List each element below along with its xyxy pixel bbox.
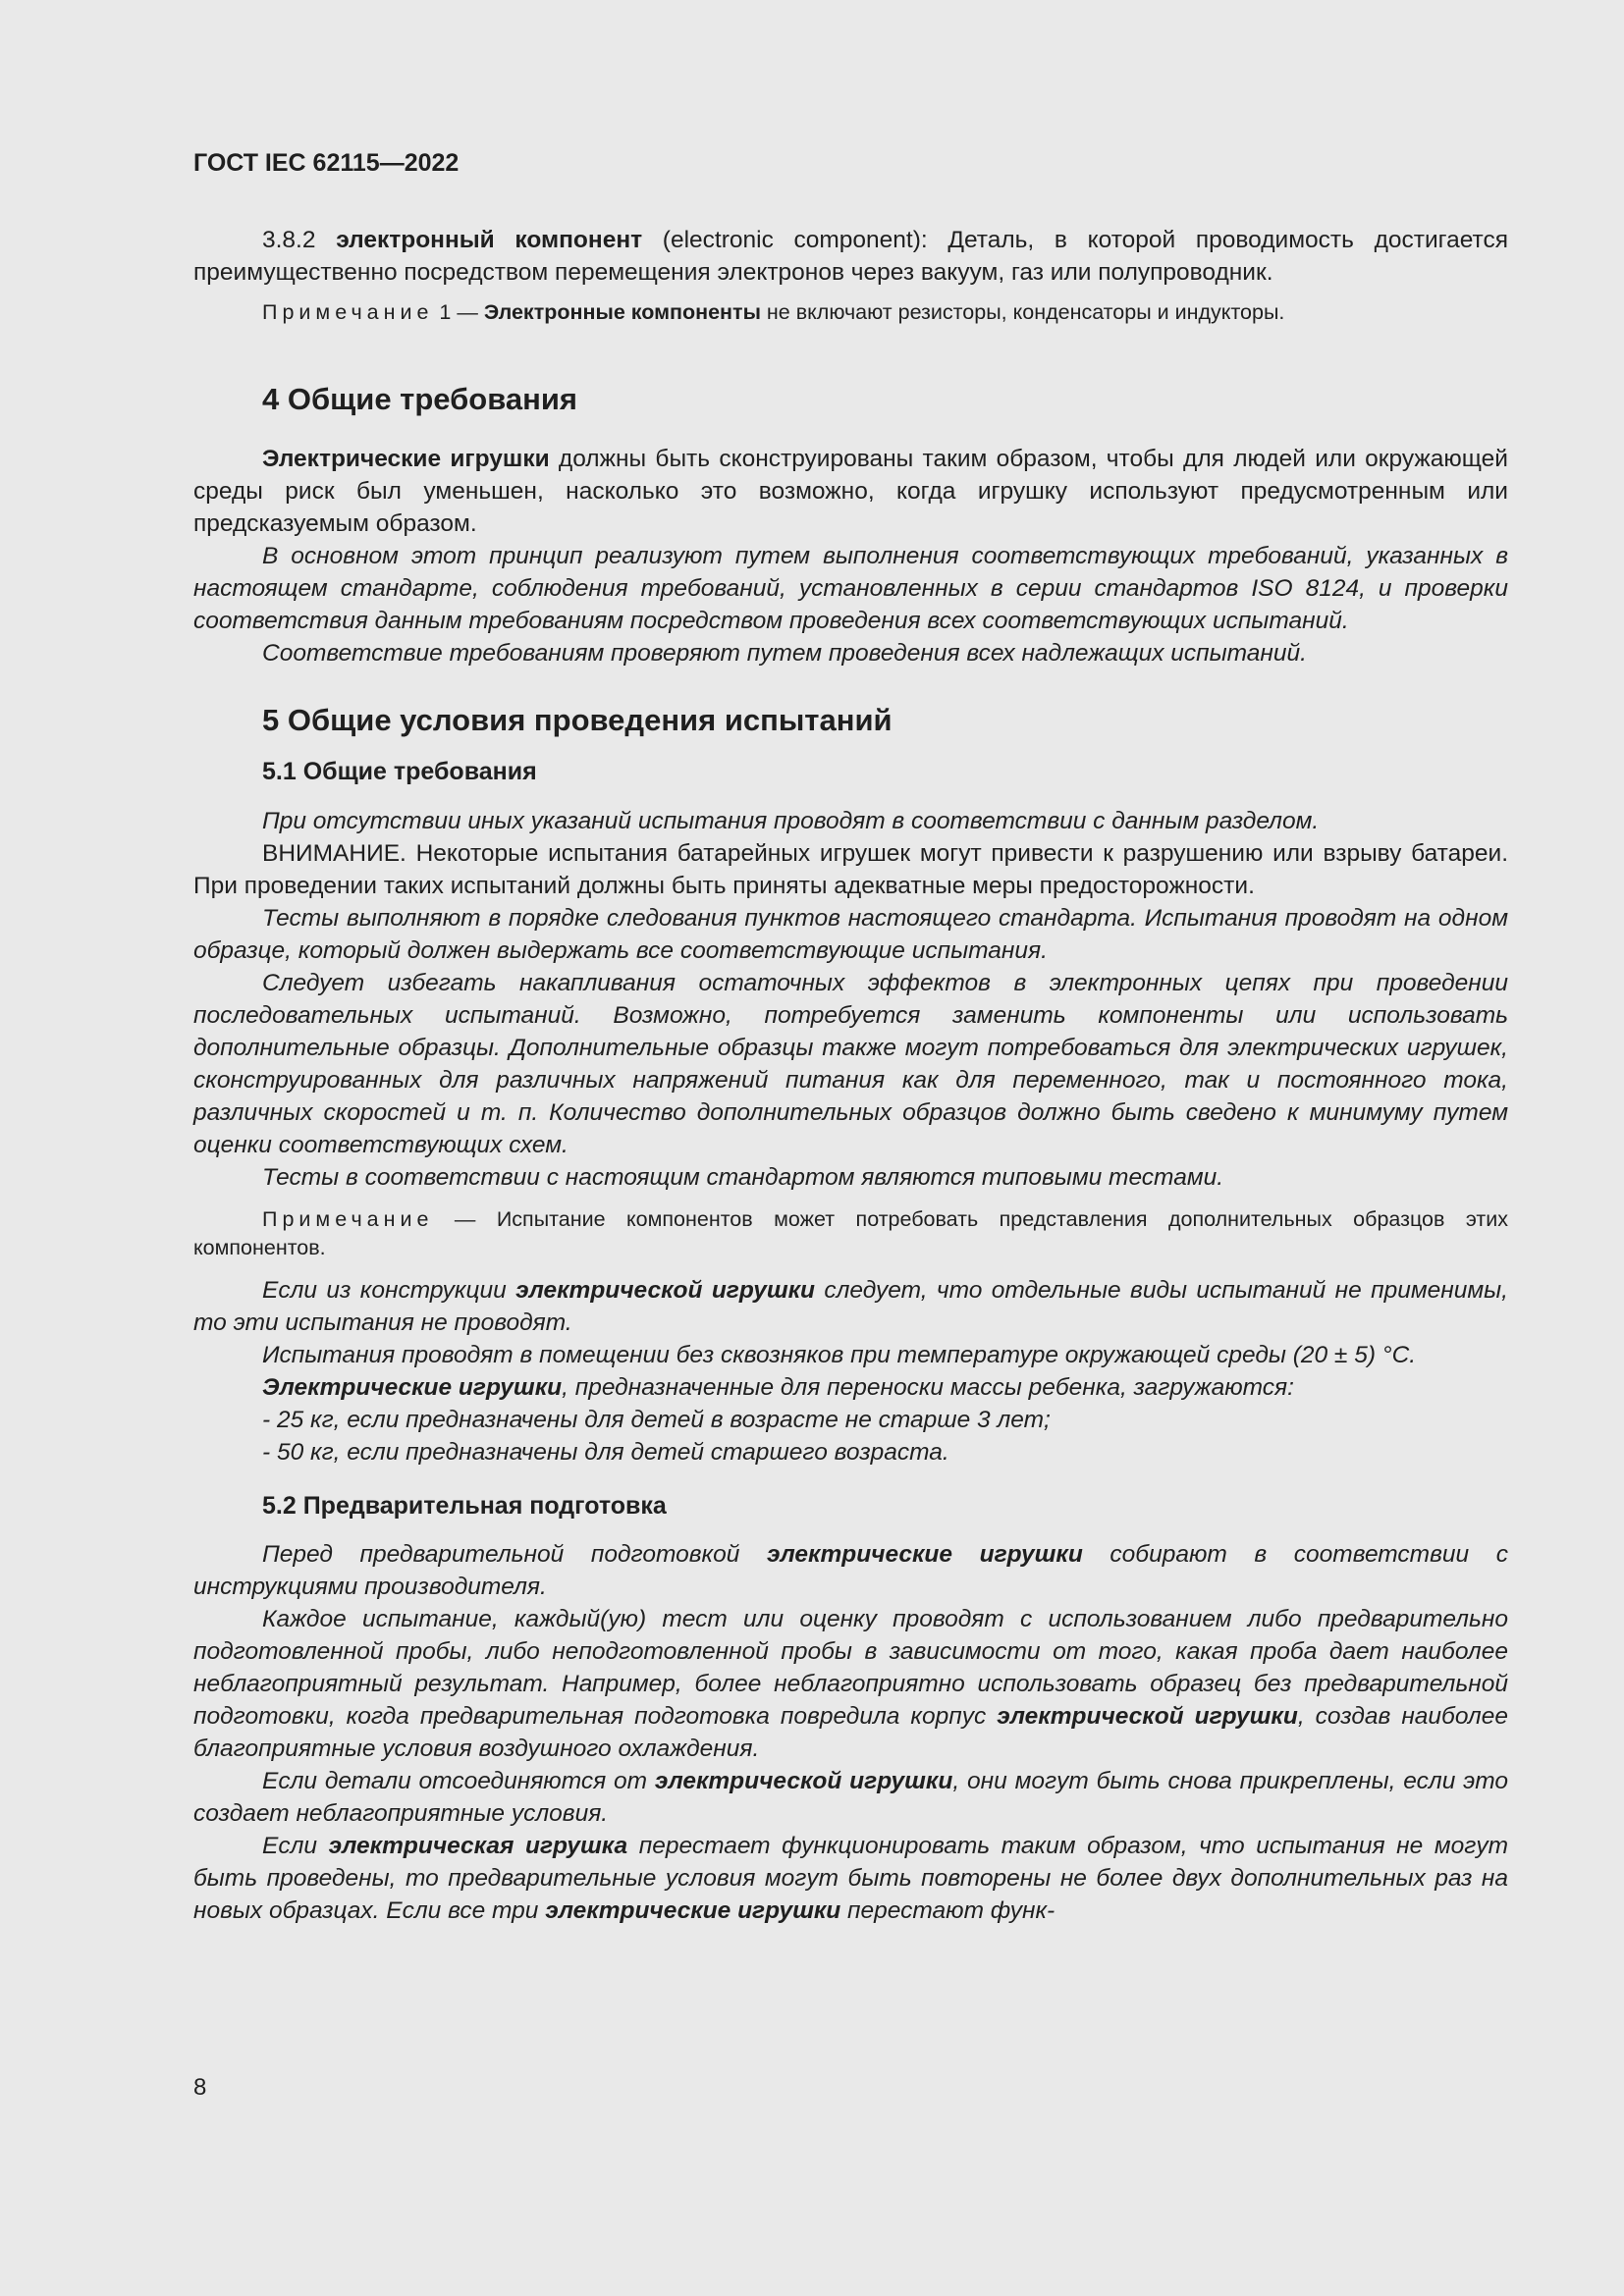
section-5-2-heading: 5.2 Предварительная подготовка (262, 1492, 667, 1520)
section-4-heading: 4 Общие требования (262, 382, 577, 416)
note-electronic-components: Примечание 1 — Электронные компоненты не включают резисторы, конденсаторы и индукторы. (262, 300, 1285, 324)
warning-paragraph: ВНИМАНИЕ. Некоторые испытания батарейных игрушек могут привести к разрушению или взрыву батареи. При проведении таких испытаний должны быть приняты адекватные меры предосторожности. (193, 840, 1508, 899)
definition-3-8-2: 3.8.2 электронный компонент (electronic component): Деталь, в которой проводимость достигается преимущественно посредством перемещения электронов через вакуум, газ или полупроводник. (193, 227, 1508, 286)
section-5-1-paragraph-1: При отсутствии иных указаний испытания проводят в соответствии с данным разделом. (262, 808, 1320, 834)
section-5-2-paragraph-1: Перед предварительной подготовкой электрические игрушки собирают в соответствии с инструкциями производителя. (193, 1541, 1508, 1600)
clause-number: 3.8.2 (262, 227, 337, 253)
list-item: - 50 кг, если предназначены для детей старшего возраста. (262, 1439, 949, 1466)
section-5-heading: 5 Общие условия проведения испытаний (262, 703, 893, 737)
section-5-1-paragraph-5: Тесты в соответствии с настоящим стандартом являются типовыми тестами. (262, 1164, 1224, 1191)
section-5-1-paragraph-8: Электрические игрушки, предназначенные для переноски массы ребенка, загружаются: (262, 1374, 1294, 1401)
section-5-2-paragraph-3: Если детали отсоединяются от электрической игрушки, они могут быть снова прикреплены, если это создает неблагоприятные условия. (193, 1768, 1508, 1827)
page-number: 8 (193, 2074, 207, 2101)
section-4-paragraph-2: В основном этот принцип реализуют путем выполнения соответствующих требований, указанных в настоящем стандарте, соблюдения требований, установленных в серии стандартов ISO 8124, и проверки соответствия данным требованиям посредством проведения всех соответствующих испытаний. (193, 543, 1508, 634)
section-5-1-paragraph-3: Тесты выполняют в порядке следования пунктов настоящего стандарта. Испытания проводят на одном образце, который должен выдержать все соответствующие испытания. (193, 905, 1508, 964)
document-header: ГОСТ IEC 62115—2022 (193, 149, 460, 177)
section-5-1-paragraph-7: Испытания проводят в помещении без сквозняков при температуре окружающей среды (20 ± 5) °C. (262, 1342, 1417, 1368)
section-4-paragraph-3: Соответствие требованиям проверяют путем проведения всех надлежащих испытаний. (262, 640, 1307, 667)
section-4-paragraph-1: Электрические игрушки должны быть сконструированы таким образом, чтобы для людей или окружающей среды риск был уменьшен, насколько это возможно, когда игрушку используют предусмотренным или предсказуемым образом. (193, 446, 1508, 537)
list-item: - 25 кг, если предназначены для детей в возрасте не старше 3 лет; (262, 1407, 1051, 1433)
term: электронный компонент (336, 227, 643, 253)
note-components: Примечание — Испытание компонентов может потребовать представления дополнительных образцов этих компонентов. (193, 1207, 1508, 1259)
section-5-1-paragraph-4: Следует избегать накапливания остаточных эффектов в электронных цепях при проведении последовательных испытаний. Возможно, потребуется заменить компоненты или использовать дополнительные образцы. Дополнительные образцы также могут потребоваться для электрических игрушек, сконструированных для различных напряжений питания как для переменного, так и постоянного тока, различных скоростей и т. п. Количество дополнительных образцов должно быть сведено к минимуму путем оценки соответствующих схем. (193, 970, 1508, 1158)
section-5-1-paragraph-6: Если из конструкции электрической игрушки следует, что отдельные виды испытаний не применимы, то эти испытания не проводят. (193, 1277, 1508, 1336)
section-5-2-paragraph-2: Каждое испытание, каждый(ую) тест или оценку проводят с использованием либо предварительно подготовленной пробы, либо неподготовленной пробы в зависимости от того, какая проба дает наиболее неблагоприятный результат. Например, более неблагоприятно использовать образец без предварительной подготовки, когда предварительная подготовка повредила корпус электрической игрушки, создав наиболее благоприятные условия воздушного охлаждения. (193, 1606, 1508, 1762)
section-5-2-paragraph-4: Если электрическая игрушка перестает функционировать таким образом, что испытания не могут быть проведены, то предварительные условия могут быть повторены не более двух дополнительных раз на новых образцах. Если все три электрические игрушки перестают функ- (193, 1833, 1508, 1924)
section-5-1-heading: 5.1 Общие требования (262, 758, 537, 785)
note-label: Примечание (262, 1207, 434, 1231)
document-page (193, 147, 1508, 1927)
note-label: Примечание (262, 300, 434, 324)
